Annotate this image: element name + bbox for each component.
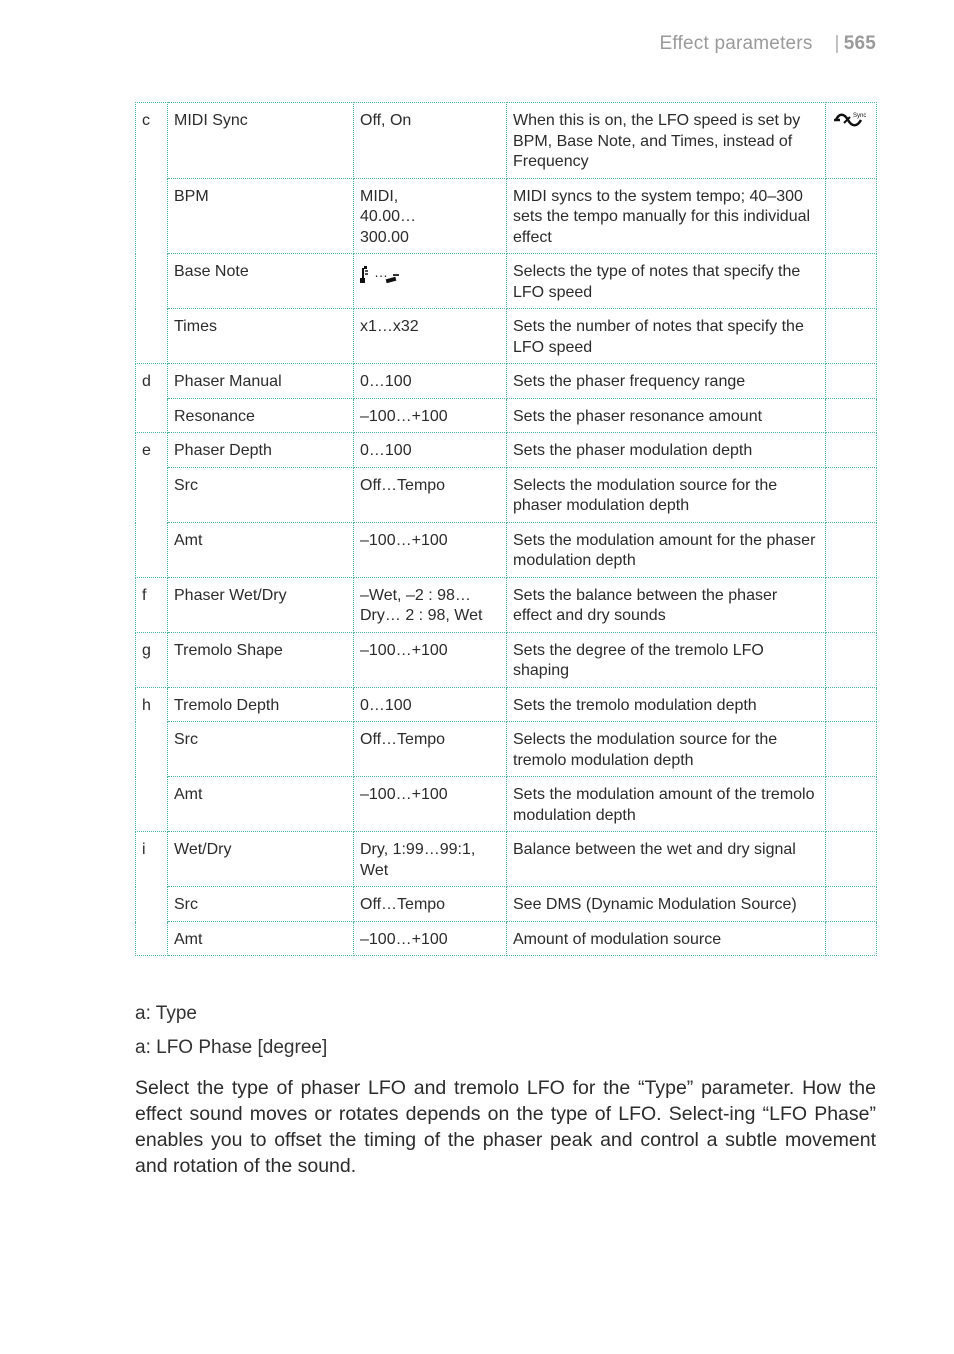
parameter-description (507, 178, 826, 254)
row-letter (136, 398, 168, 433)
parameter-icon-cell (826, 467, 877, 522)
parameter-icon-cell (826, 522, 877, 577)
parameter-name (168, 777, 354, 832)
parameter-description-text: Sets the degree of the tremolo LFO shaping (513, 641, 764, 679)
parameter-icon-cell (826, 364, 877, 399)
row-letter (136, 687, 168, 722)
parameter-icon-cell (826, 433, 877, 468)
row-letter (136, 254, 168, 309)
parameter-name (168, 103, 354, 179)
table-row (136, 364, 877, 399)
parameter-icon-cell (826, 777, 877, 832)
parameter-name (168, 178, 354, 254)
row-letter (136, 467, 168, 522)
range-ellipsis: … (374, 264, 388, 280)
parameter-name (168, 887, 354, 922)
table-row (136, 103, 877, 179)
parameter-name-text: Base Note (174, 263, 249, 280)
parameter-range (354, 467, 507, 522)
parameter-name-text: Times (174, 318, 217, 335)
parameter-description-text: Selects the type of notes that specify the LFO speed (513, 263, 801, 301)
parameter-name-text: Wet/Dry (174, 841, 232, 858)
row-letter (136, 722, 168, 777)
parameter-description-text: When this is on, the LFO speed is set by BPM, Base Note, and Times, instead of Frequency (513, 112, 801, 170)
parameter-name-text: Amt (174, 930, 203, 948)
parameter-range (354, 254, 507, 309)
parameter-range (354, 722, 507, 777)
parameter-name-text: Tremolo Shape (174, 641, 283, 659)
table-row (136, 632, 877, 687)
parameter-range (354, 522, 507, 577)
parameter-name (168, 722, 354, 777)
parameter-range-text: x1…x32 (360, 318, 419, 335)
row-letter-text: g (142, 641, 151, 659)
parameter-description-text: Sets the modulation amount of the tremolo modulation depth (513, 786, 815, 824)
page-number: 565 (843, 33, 876, 54)
table-row (136, 577, 877, 632)
parameter-range-text: –100…+100 (360, 531, 448, 549)
parameter-description (507, 522, 826, 577)
parameter-range (354, 921, 507, 956)
table-row (136, 398, 877, 433)
parameter-name-text: Src (174, 896, 198, 913)
parameter-name-text: Amt (174, 786, 203, 803)
table-row (136, 687, 877, 722)
parameter-description-text: Sets the phaser resonance amount (513, 407, 763, 425)
table-row (136, 178, 877, 254)
parameter-icon-cell (826, 398, 877, 433)
parameter-icon-cell (826, 722, 877, 777)
parameter-range (354, 577, 507, 632)
table-row (136, 722, 877, 777)
parameter-description-text: Sets the modulation amount for the phaser modulation depth (513, 531, 816, 569)
parameter-description (507, 832, 826, 887)
parameter-name (168, 364, 354, 399)
parameter-name-text: Amt (174, 531, 203, 549)
row-letter (136, 921, 168, 956)
parameter-name (168, 254, 354, 309)
row-letter-text: i (142, 841, 146, 858)
parameter-description-text: Amount of modulation source (513, 930, 722, 948)
parameter-range-text: 0…100 (360, 373, 412, 390)
parameter-name-text: BPM (174, 187, 209, 205)
parameter-description-text: Sets the phaser modulation depth (513, 442, 753, 459)
parameter-range-text: 0…100 (360, 696, 412, 714)
parameter-range-text: Dry, 1:99…99:1, Wet (360, 841, 476, 879)
table-row (136, 921, 877, 956)
row-letter (136, 887, 168, 922)
section-title: Effect parameters (659, 33, 813, 54)
table-row (136, 832, 877, 887)
row-letter-text: f (142, 586, 147, 604)
sync-icon (832, 111, 866, 127)
parameter-name (168, 577, 354, 632)
parameter-range-text: –100…+100 (360, 641, 448, 659)
row-letter (136, 632, 168, 687)
parameter-name (168, 433, 354, 468)
table-row (136, 309, 877, 364)
parameter-name (168, 687, 354, 722)
subheading-lfo-phase: a: LFO Phase [degree] (135, 1037, 328, 1058)
parameter-icon-cell (826, 254, 877, 309)
parameter-icon-cell (826, 687, 877, 722)
row-letter-text: c (142, 112, 150, 129)
parameter-range-text: –100…+100 (360, 786, 448, 803)
row-letter-text: e (142, 442, 151, 459)
parameter-range (354, 887, 507, 922)
parameter-icon-cell (826, 832, 877, 887)
row-letter (136, 777, 168, 832)
parameter-name (168, 632, 354, 687)
table-row (136, 777, 877, 832)
description-paragraph: Select the type of phaser LFO and tremolo LFO for the “Type” parameter. How the effect sound moves or rotates depends on the type of LFO. Select-ing “LFO Phase” enables you to offset the timing of the phaser peak and control a subtle movement and rotation of the sound. (135, 1077, 876, 1177)
parameter-range (354, 364, 507, 399)
parameter-name-text: Tremolo Depth (174, 696, 280, 714)
parameter-range (354, 777, 507, 832)
parameter-table (135, 102, 877, 956)
table-row (136, 467, 877, 522)
parameter-description (507, 467, 826, 522)
row-letter (136, 832, 168, 887)
parameter-description (507, 577, 826, 632)
parameter-range (354, 309, 507, 364)
parameter-range (354, 687, 507, 722)
parameter-name (168, 832, 354, 887)
parameter-range-text: Off…Tempo (360, 476, 446, 494)
parameter-range-text: Off…Tempo (360, 896, 446, 913)
parameter-range (354, 178, 507, 254)
row-letter (136, 309, 168, 364)
parameter-name (168, 522, 354, 577)
parameter-description (507, 364, 826, 399)
row-letter (136, 364, 168, 399)
parameter-table-body (136, 103, 877, 956)
svg-text:Sync: Sync (853, 113, 866, 119)
parameter-icon-cell (826, 632, 877, 687)
row-letter-text: d (142, 373, 151, 390)
parameter-name (168, 467, 354, 522)
parameter-name-text: Phaser Manual (174, 373, 282, 390)
parameter-name-text: Src (174, 731, 198, 748)
table-row (136, 887, 877, 922)
subheading-type: a: Type (135, 1003, 197, 1024)
parameter-icon-cell (826, 921, 877, 956)
phase-section (135, 1037, 876, 1059)
parameter-range-text: Off…Tempo (360, 731, 446, 748)
parameter-icon-cell (826, 103, 877, 179)
parameter-description-text: See DMS (Dynamic Modulation Source) (513, 896, 797, 913)
row-letter-text: h (142, 696, 151, 714)
parameter-range (354, 103, 507, 179)
parameter-description-text: Selects the modulation source for the phaser modulation depth (513, 476, 778, 514)
parameter-range (354, 398, 507, 433)
parameter-description-text: Balance between the wet and dry signal (513, 841, 796, 858)
parameter-icon-cell (826, 577, 877, 632)
parameter-description-text: Sets the balance between the phaser effect and dry sounds (513, 586, 778, 624)
row-letter (136, 178, 168, 254)
parameter-range (354, 832, 507, 887)
parameter-description (507, 632, 826, 687)
parameter-name-text: Phaser Depth (174, 442, 272, 459)
header-separator: | (834, 33, 840, 54)
parameter-name (168, 309, 354, 364)
parameter-name-text: Resonance (174, 407, 255, 425)
parameter-description-text: Sets the tremolo modulation depth (513, 696, 757, 714)
parameter-description (507, 687, 826, 722)
parameter-name (168, 398, 354, 433)
parameter-description-text: Sets the number of notes that specify the LFO speed (513, 318, 804, 356)
parameter-name-text: Src (174, 476, 198, 494)
parameter-description-text: Sets the phaser frequency range (513, 373, 746, 390)
parameter-description (507, 254, 826, 309)
parameter-icon-cell (826, 309, 877, 364)
parameter-range-text: –100…+100 (360, 407, 448, 425)
parameter-description (507, 103, 826, 179)
row-letter (136, 577, 168, 632)
parameter-description (507, 887, 826, 922)
parameter-name-text: Phaser Wet/Dry (174, 586, 287, 604)
parameter-description-text: Selects the modulation source for the tremolo modulation depth (513, 731, 778, 769)
parameter-name (168, 921, 354, 956)
page-header (660, 33, 876, 55)
parameter-description (507, 309, 826, 364)
parameter-description (507, 777, 826, 832)
parameter-name-text: MIDI Sync (174, 112, 248, 129)
description-section (135, 1075, 876, 1179)
row-letter (136, 522, 168, 577)
parameter-icon-cell (826, 178, 877, 254)
table-row (136, 522, 877, 577)
parameter-range (354, 433, 507, 468)
type-section (135, 1003, 876, 1025)
table-row (136, 433, 877, 468)
parameter-description (507, 398, 826, 433)
parameter-description (507, 433, 826, 468)
parameter-range-text: –100…+100 (360, 930, 448, 948)
parameter-description (507, 921, 826, 956)
table-row (136, 254, 877, 309)
row-letter (136, 433, 168, 468)
parameter-range-text: Off, On (360, 112, 412, 129)
parameter-description-text: MIDI syncs to the system tempo; 40–300 sets the tempo manually for this individual effect (513, 187, 811, 246)
parameter-icon-cell (826, 887, 877, 922)
parameter-range-text: –Wet, –2 : 98… Dry… 2 : 98, Wet (360, 586, 483, 624)
row-letter (136, 103, 168, 179)
parameter-description (507, 722, 826, 777)
parameter-range (354, 632, 507, 687)
parameter-range-text: MIDI, 40.00… 300.00 (360, 187, 417, 246)
parameter-range-text: 0…100 (360, 442, 412, 459)
